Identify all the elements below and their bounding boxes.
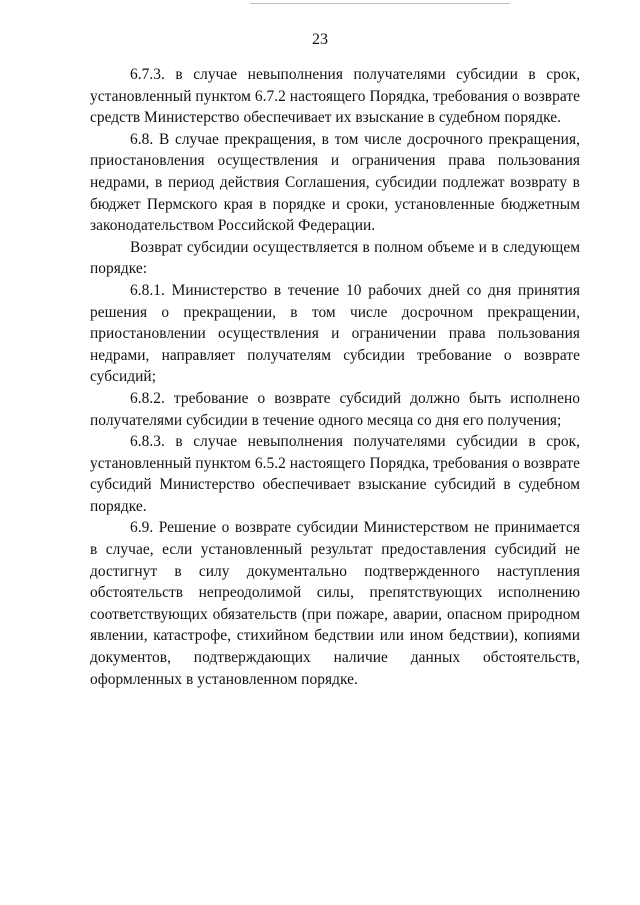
paragraph-refund-procedure: Возврат субсидии осуществляется в полном объеме и в следующем порядке: [90,238,580,278]
top-edge-line [250,3,510,4]
paragraph-6-8-3: 6.8.3. в случае невыполнения получателями субсидии в срок, установленный пунктом 6.5.2 настоящего Порядка, требования о возврате субсидий Министерство обеспечивает взыскание субсидий в судебном порядке. [90,433,580,515]
paragraph-6-8-2: 6.8.2. требование о возврате субсидий должно быть исполнено получателями субсидии в течение одного месяца со дня его получения; [90,389,580,429]
paragraph-6-8-1: 6.8.1. Министерство в течение 10 рабочих дней со дня принятия решения о прекращении, в том числе досрочном прекращении, приостановлении осуществления и ограничении права пользования недрами, направляет получателям субсидии требование о возврате субсидий; [90,281,580,386]
paragraph-6-8: 6.8. В случае прекращения, в том числе досрочного прекращения, приостановления осуществления и ограничения права пользования недрами, в период действия Соглашения, субсидии подлежат возврату в бюджет Пермского края в порядке и сроки, установленные бюджетным законодательством Российской Федерации. [90,130,580,235]
page-number: 23 [312,31,328,48]
paragraph-6-9: 6.9. Решение о возврате субсидии Министерством не принимается в случае, если установленный результат предоставления субсидий не достигнут в силу документально подтвержденного наступления обстоятельств непреодолимой силы, препятствующих исполнению соответствующих обязательств (при пожаре, аварии, опасном природном явлении, катастрофе, стихийном бедствии или ином бедствии), копиями документов, подтверждающих наличие данных обстоятельств, оформленных в установленном порядке. [90,519,580,688]
document-body [90,64,580,690]
paragraph-6-7-3: 6.7.3. в случае невыполнения получателями субсидии в срок, установленный пунктом 6.7.2 настоящего Порядка, требования о возврате средств Министерство обеспечивает их взыскание в судебном порядке. [90,66,580,127]
